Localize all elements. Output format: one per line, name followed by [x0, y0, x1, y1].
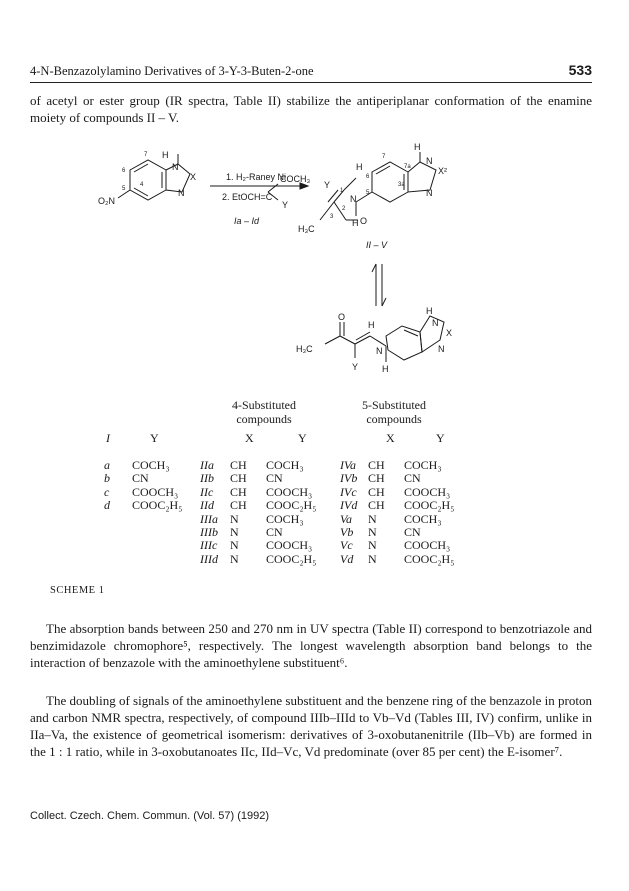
tautomer-n-bottom: N — [438, 344, 445, 354]
table-cell-i: d — [104, 498, 110, 513]
tautomer-x: X — [446, 328, 453, 338]
tautomer-h-top: H — [426, 306, 433, 316]
table-cell-y5: CN — [404, 525, 421, 539]
tautomer-n-top: N — [432, 318, 439, 328]
product-ring-3: 3 — [330, 214, 334, 220]
table-cell-i: a — [104, 458, 110, 472]
table-cell-y: CN — [132, 471, 149, 486]
reactant-ring-4: 4 — [140, 182, 144, 188]
col-header-y-4: Y — [298, 431, 307, 445]
table-cell-c5: Vc — [340, 538, 353, 553]
table-cell-y: COOC₂H₅ — [132, 498, 183, 513]
tautomer-h-vinyl: H — [368, 320, 375, 330]
header-4-substituted: 4-Substituted compounds — [231, 398, 296, 426]
table-cell-x5: CH — [368, 498, 385, 513]
table-cell-y5: COOC₂H₅ — [404, 498, 455, 513]
reagent-2: 2. EtOCH=C — [222, 192, 273, 202]
tautomer-structure — [325, 316, 444, 362]
reactant-label: Ia – Id — [234, 216, 260, 226]
reactant-ring-6: 6 — [122, 168, 126, 174]
col-header-x-4: X — [245, 431, 254, 445]
table-cell-x5: N — [368, 525, 377, 539]
product-y: Y — [324, 180, 331, 190]
reactant-x-label: X — [190, 172, 197, 182]
table-cell-c5: IVb — [340, 471, 358, 486]
running-head-title: 4-N-Benzazolylamino Derivatives of 3-Y-3-Buten-2-one — [30, 64, 314, 78]
product-n-top: N — [426, 156, 433, 166]
table-cell-c5: IVc — [340, 484, 357, 499]
table-cell-y5: COOCH₃ — [404, 484, 451, 499]
table-cell-x5: CH — [368, 471, 385, 486]
product-x2: X² — [438, 166, 447, 176]
product-ring-7: 7 — [382, 154, 386, 160]
reagent-2-cococh3: COCH₃ — [280, 174, 311, 184]
journal-footer: Collect. Czech. Chem. Commun. (Vol. 57) (1992) — [30, 810, 270, 822]
col-header-y-5: Y — [436, 431, 445, 445]
table-cell-c4: IIIa — [200, 511, 218, 526]
product-ring-1: 1 — [340, 188, 344, 194]
table-cell-c4: IIa — [200, 458, 214, 472]
table-cell-c5: Va — [340, 511, 352, 526]
table-cell-c4: IIc — [200, 484, 214, 499]
table-cell-y4: COCH₃ — [266, 458, 304, 472]
col-header-i: I — [106, 431, 110, 445]
table-cell-c5: Vb — [340, 525, 354, 539]
table-cell-c4: IIb — [200, 471, 214, 486]
table-cell-y4: COOC₂H₅ — [266, 498, 317, 513]
table-cell-x4: CH — [230, 484, 247, 499]
col-header-x-5: X — [386, 431, 395, 445]
product-ring-2: 2 — [342, 206, 346, 212]
table-cell-y: COCH₃ — [132, 458, 170, 472]
table-cell-c5: IVa — [340, 458, 356, 472]
col-header-y: Y — [150, 431, 159, 445]
tautomer-y: Y — [352, 362, 359, 372]
product-h-left: H — [356, 162, 363, 172]
table-cell-y4: CN — [266, 525, 283, 539]
tautomer-o: O — [338, 312, 346, 322]
table-cell-y5: COCH₃ — [404, 511, 442, 526]
scheme-drawing — [0, 140, 629, 400]
reagent-1: 1. H₂-Raney Ni — [226, 172, 287, 182]
table-cell-y5: COCH₃ — [404, 458, 442, 472]
table-cell-x4: CH — [230, 458, 247, 472]
product-label: II – V — [366, 240, 388, 250]
table-cell-x4: CH — [230, 471, 247, 486]
header-5-substituted: 5-Substituted compounds — [361, 398, 426, 426]
absorption-paragraph: The absorption bands between 250 and 270 nm in UV spectra (Table II) correspond to benzotriazole and benzimidazole chromophore⁵, respectively. The longest wavelength absorption band belongs to the interaction of benzazole with the aminoethylene substituent⁶. — [30, 621, 592, 670]
page-number: 533 — [568, 62, 592, 78]
table-cell-c4: IIId — [200, 551, 218, 566]
reactant-h-label: H — [162, 150, 169, 160]
table-cell-i: b — [104, 471, 110, 486]
table-cell-c5: Vd — [340, 551, 354, 566]
product-ring-5: 5 — [366, 190, 370, 196]
reaction-scheme — [0, 140, 629, 430]
table-cell-y: COOCH₃ — [132, 484, 179, 499]
table-cell-y4: COOCH₃ — [266, 538, 313, 553]
tautomer-n: N — [376, 346, 383, 356]
reagent-2-y: Y — [282, 200, 289, 210]
product-ring-6: 6 — [366, 174, 370, 180]
table-cell-y5: CN — [404, 471, 421, 486]
reactant-ring-7: 7 — [144, 152, 148, 158]
product-structure — [320, 152, 436, 220]
table-cell-y5: COOC₂H₅ — [404, 551, 455, 566]
product-h-top: H — [414, 142, 421, 152]
table-cell-c4: IId — [200, 498, 214, 513]
table-cell-x5: N — [368, 511, 377, 526]
table-cell-x4: CH — [230, 498, 247, 513]
table-cell-y5: COOCH₃ — [404, 538, 451, 553]
table-cell-x4: N — [230, 511, 239, 526]
table-cell-x4: N — [230, 525, 239, 539]
product-ring-7a: 7a — [404, 164, 411, 170]
table-cell-x5: N — [368, 551, 377, 566]
reactant-o2n: O₂N — [98, 196, 115, 206]
product-ring-3a: 3a — [398, 182, 405, 188]
reactant-n-bottom: N — [178, 188, 185, 198]
tautomer-h-nh: H — [382, 364, 389, 374]
table-cell-x5: N — [368, 538, 377, 553]
table-cell-x5: CH — [368, 484, 385, 499]
table-cell-y4: COCH₃ — [266, 511, 304, 526]
table-cell-c5: IVd — [340, 498, 358, 513]
intro-paragraph: of acetyl or ester group (IR spectra, Table II) stabilize the antiperiplanar conformation of the enamine moiety of compounds II – V. — [30, 93, 592, 125]
table-cell-y4: COOC₂H₅ — [266, 551, 317, 566]
table-cell-i: c — [104, 484, 110, 499]
product-h3c: H₃C — [298, 224, 315, 234]
doubling-paragraph: The doubling of signals of the aminoethylene substituent and the benzene ring of the benzazole in proton and carbon NMR spectra, respectively, of compound IIIb–IIId to Vb–Vd (Tables III, IV) confirm, unlike in IIa–Va, the existence of geometrical isomerism: derivatives of 3-oxobutanenitrile (IIb–Vb) are formed in the 1 : 1 ratio, while in 3-oxobutanoates IIc, IId–Vc, Vd predominate (over 85 per cent) the E-isomer⁷. — [30, 693, 592, 759]
table-cell-x4: N — [230, 551, 239, 566]
table-cell-y4: COOCH₃ — [266, 484, 313, 499]
product-n-bottom: N — [426, 188, 433, 198]
scheme-label: SCHEME 1 — [50, 585, 105, 596]
tautomer-h3c: H₃C — [296, 344, 313, 354]
table-cell-x5: CH — [368, 458, 385, 472]
table-cell-c4: IIIb — [200, 525, 218, 539]
reactant-ring-5: 5 — [122, 186, 126, 192]
table-cell-c4: IIIc — [200, 538, 218, 553]
reactant-n-top: N — [172, 162, 179, 172]
product-n-amine: N — [350, 194, 357, 204]
product-h-nh: H — [352, 218, 359, 228]
table-cell-y4: CN — [266, 471, 283, 486]
header-rule — [30, 82, 592, 83]
product-o: O — [360, 216, 368, 226]
table-cell-x4: N — [230, 538, 239, 553]
